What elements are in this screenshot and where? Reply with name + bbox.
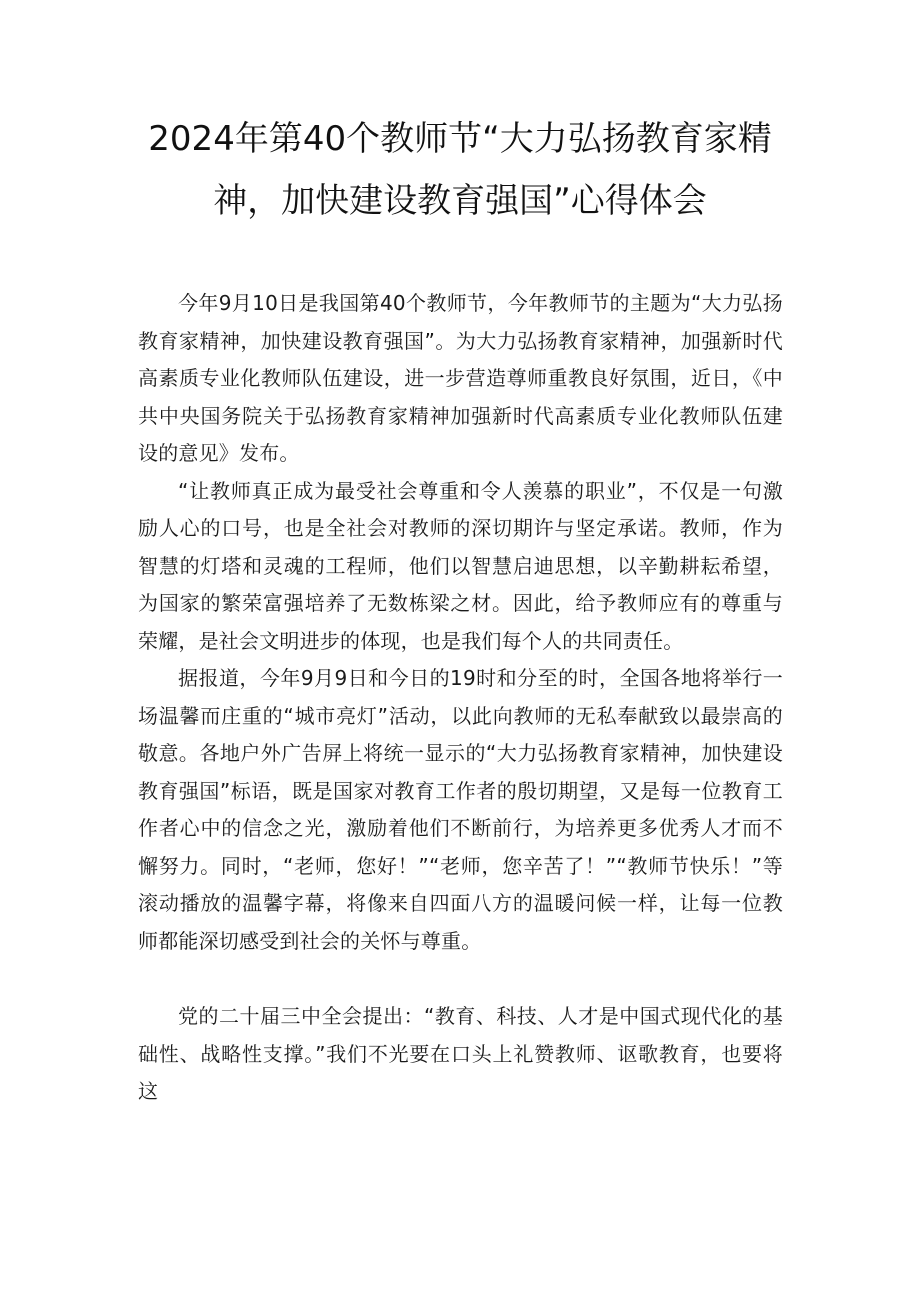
paragraph-4: 党的二十届三中全会提出：“教育、科技、人才是中国式现代化的基础性、战略性支撑。”我们不光要在口头上礼赞教师、讴歌教育，也要将这 bbox=[138, 1004, 783, 1103]
paragraph-1: 今年9月10日是我国第40个教师节，今年教师节的主题为“大力弘扬教育家精神，加快建设教育强国”。为大力弘扬教育家精神，加强新时代高素质专业化教师队伍建设，进一步营造尊师重教良好氛围，近日，《中共中央国务院关于弘扬教育家精神加强新时代高素质专业化教师队伍建设的意见》发布。 bbox=[138, 291, 783, 465]
paragraph-2: “让教师真正成为最受社会尊重和令人羡慕的职业”，不仅是一句激励人心的口号，也是全社会对教师的深切期许与坚定承诺。教师，作为智慧的灯塔和灵魂的工程师，他们以智慧启迪思想，以辛勤耕耘希望，为国家的繁荣富强培养了无数栋梁之材。因此，给予教师应有的尊重与荣耀，是社会文明进步的体现，也是我们每个人的共同责任。 bbox=[138, 478, 783, 653]
title-line-2: 神，加快建设教育强国”心得体会 bbox=[213, 181, 707, 221]
document-body bbox=[138, 285, 783, 1111]
title-line-1: 2024年第40个教师节“大力弘扬教育家精 bbox=[148, 119, 772, 159]
document-title bbox=[140, 108, 780, 232]
paragraph-3: 据报道，今年9月9日和今日的19时和分至的时，全国各地将举行一场温馨而庄重的“城市亮灯”活动，以此向教师的无私奉献致以最崇高的敬意。各地户外广告屏上将统一显示的“大力弘扬教育家精神，加快建设教育强国”标语，既是国家对教育工作者的殷切期望，又是每一位教育工作者心中的信念之光，激励着他们不断前行，为培养更多优秀人才而不懈努力。同时，“老师，您好！”“老师，您辛苦了！”“教师节快乐！”等滚动播放的温馨字幕，将像来自四面八方的温暖问候一样，让每一位教师都能深切感受到社会的关怀与尊重。 bbox=[138, 666, 783, 953]
